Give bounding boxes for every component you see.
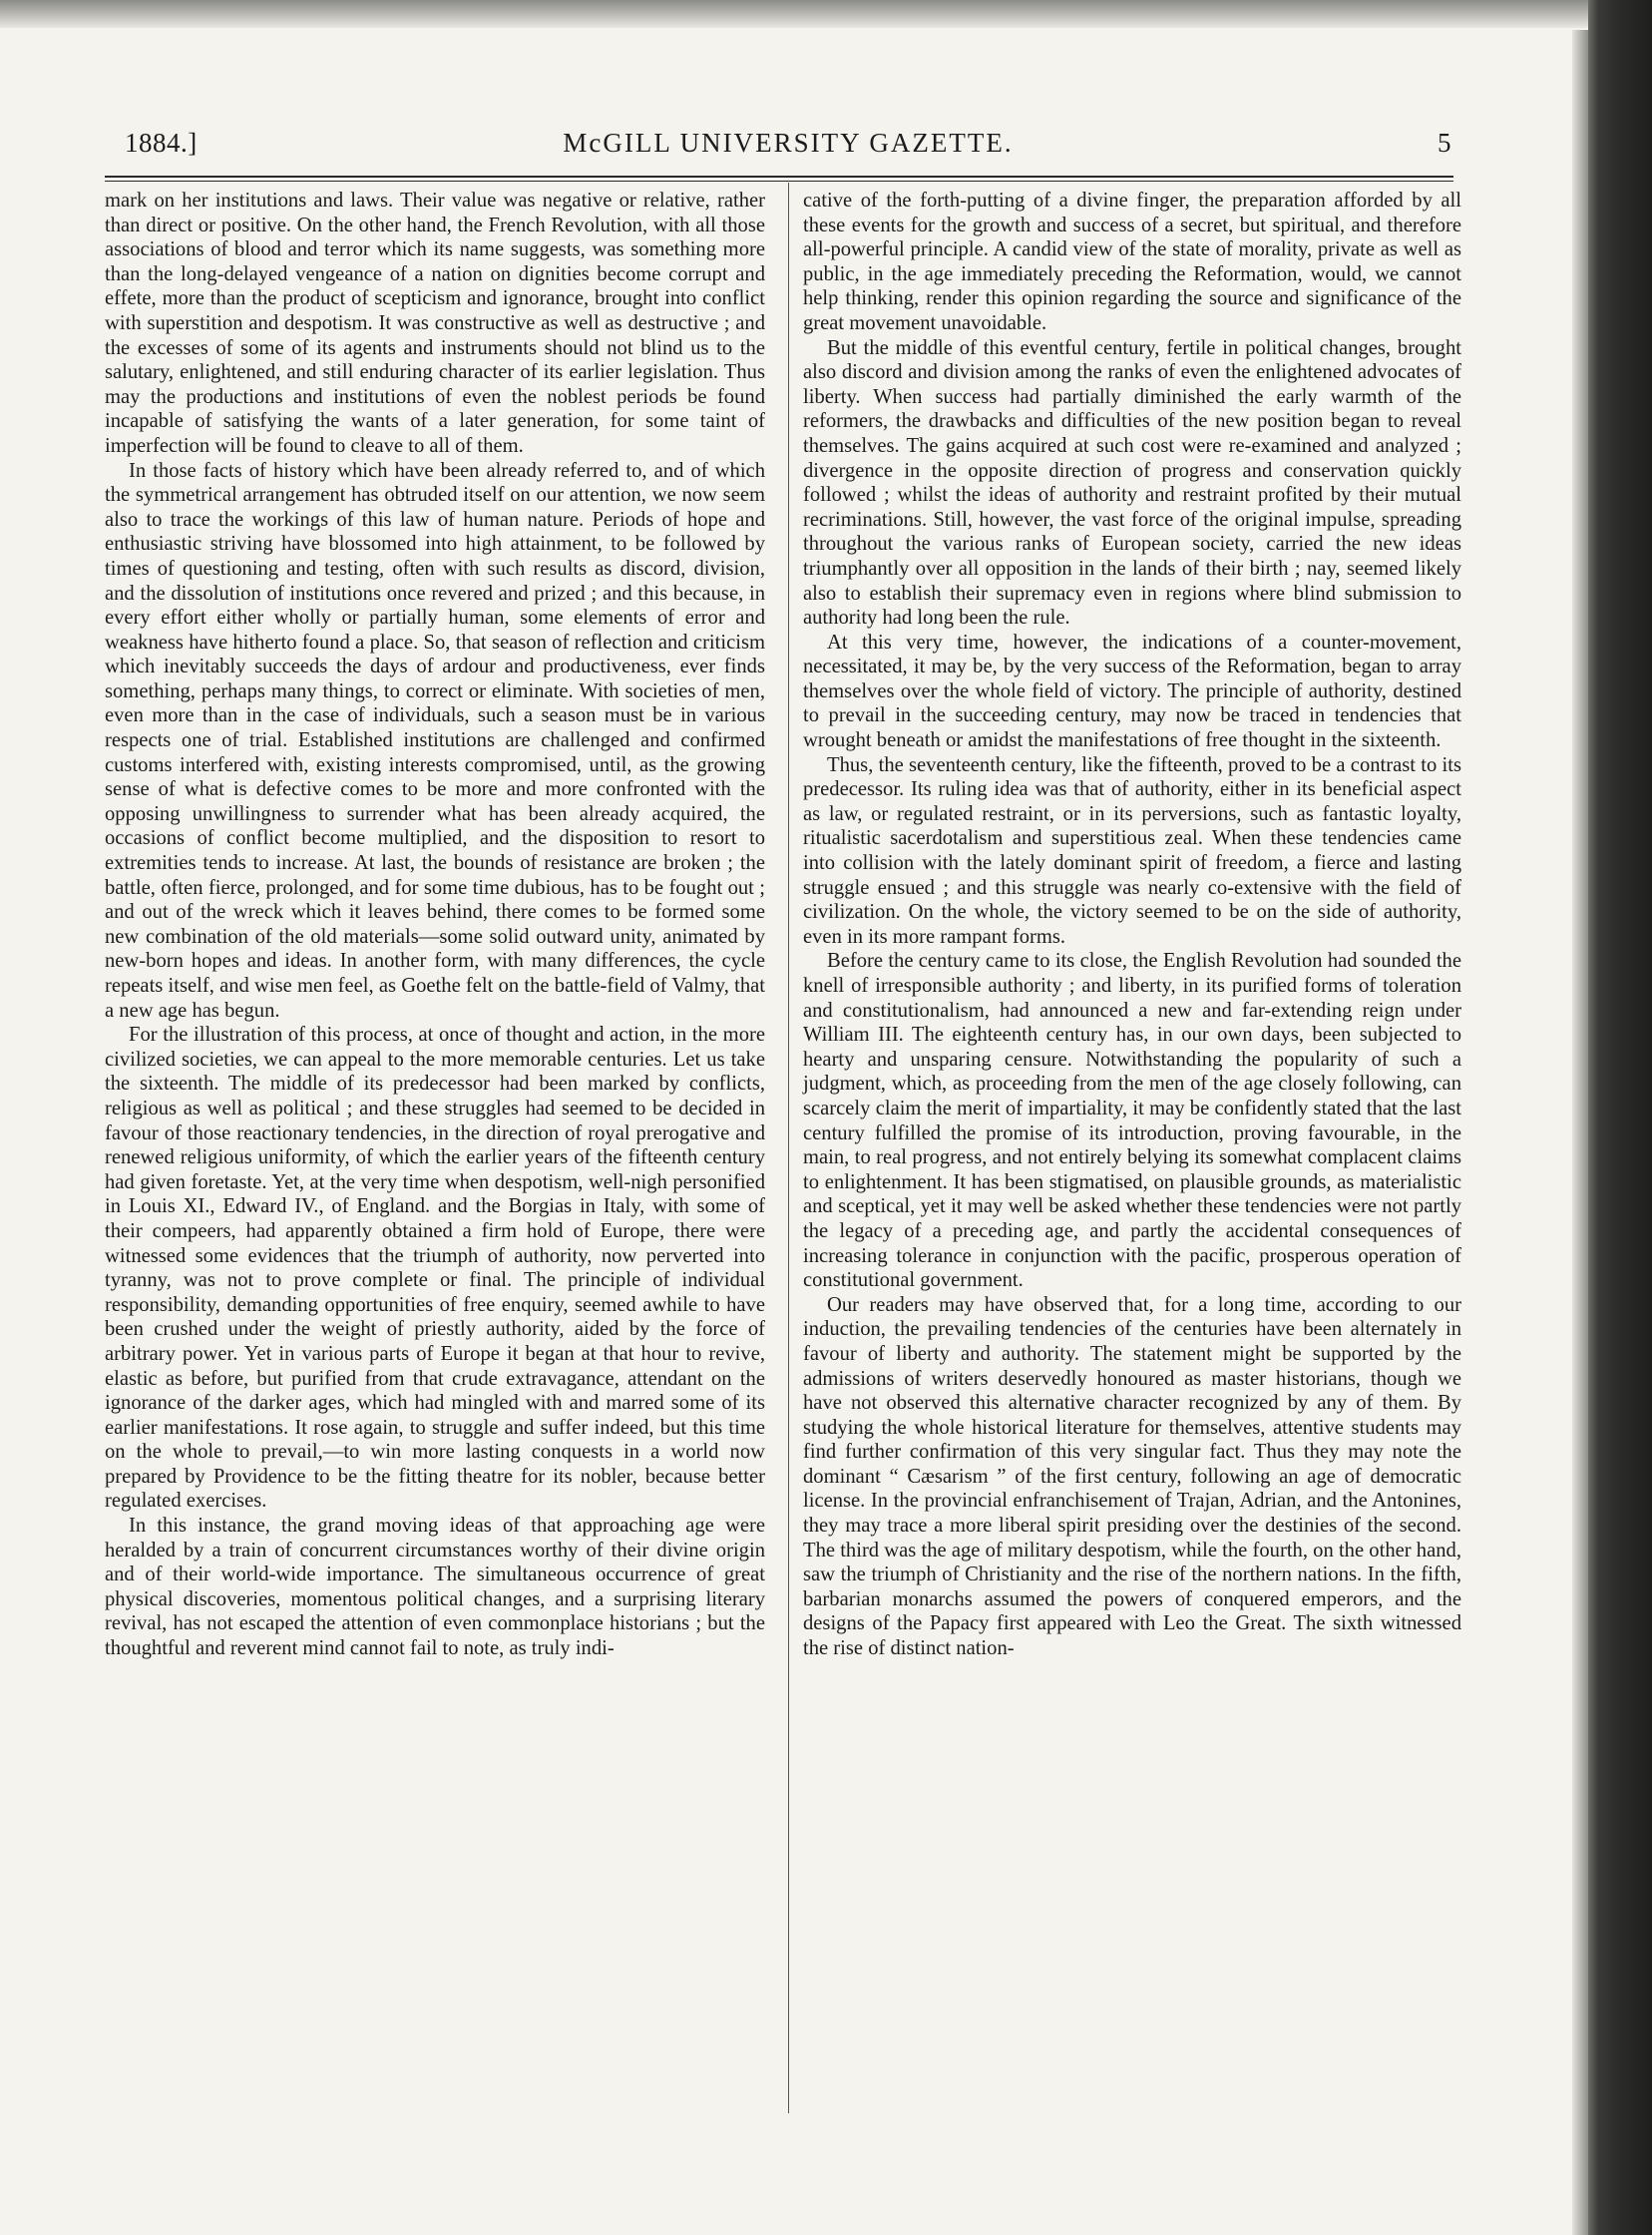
header-rule-thin: [105, 181, 1453, 182]
paragraph: But the middle of this eventful century, fertile in political changes, brought also discord and division among the ranks of even the enlightened advocates of liberty. When success had partially diminished the early warmth of the reformers, the drawbacks and difficulties of the new position began to reveal themselves. The gains acquired at such cost were re-examined and analyzed ; divergence in the opposite direction of progress and conservation quickly followed ; whilst the ideas of authority and restraint profited by their mutual recriminations. Still, however, the vast force of the original impulse, spreading throughout the various ranks of European society, carried the new ideas triumphantly over all opposition in the lands of their birth ; nay, seemed likely also to establish their supremacy even in regions where blind submission to authority had long been the rule.: [803, 336, 1461, 630]
header-year: 1884.]: [125, 128, 198, 158]
page-number: 5: [1438, 128, 1451, 158]
paragraph: mark on her institutions and laws. Their value was negative or relative, rather than direct or positive. On the other hand, the French Revolution, with all those associations of blood and terror which its name suggests, was something more than the long-delayed vengeance of a nation on dignities become corrupt and effete, more than the product of scepticism and ignorance, brought into conflict with superstition and despotism. It was constructive as well as destructive ; and the excesses of some of its agents and instruments should not blind us to the salutary, enlightened, and still enduring character of its earlier legislation. Thus may the productions and institutions of even the noblest periods be found incapable of satisfying the wants of a later generation, for some taint of imperfection will be found to cleave to all of them.: [105, 190, 765, 457]
paragraph: For the illustration of this process, at once of thought and action, in the more civilized societies, we can appeal to the more memorable centuries. Let us take the sixteenth. The middle of its predecessor had been marked by conflicts, religious as well as political ; and these struggles had seemed to be decided in favour of those reactionary tendencies, in the direction of royal prerogative and renewed religious uniformity, of which the earlier years of the fifteenth century had given foretaste. Yet, at the very time when despotism, well-nigh personified in Louis XI., Edward IV., of England. and the Borgias in Italy, with some of their compeers, had apparently obtained a firm hold of Europe, there were witnessed some evidences that the triumph of authority, now perverted into tyranny, was not to prove complete or final. The principle of individual responsibility, demanding opportunities of free enquiry, seemed awhile to have been crushed under the weight of priestly authority, aided by the force of arbitrary power. Yet in various parts of Europe it began at that hour to revive, elastic as before, but purified from that crude extravagance, attendant on the ignorance of the darker ages, which had mingled with and marred some of its earlier manifestations. It rose again, to struggle and suffer indeed, but this time on the whole to prevail,—to win more lasting conquests in a world now prepared by Providence to be the fitting theatre for its nobler, because better regulated exercises.: [105, 1024, 765, 1513]
column-divider: [788, 183, 789, 2113]
running-header: [125, 128, 1451, 164]
paragraph: In this instance, the grand moving ideas of that approaching age were heralded by a train of concurrent circumstances worthy of their divine origin and of their world-wide importance. The simultaneous occurrence of great physical discoveries, momentous political changes, and a surprising literary revival, has not escaped the attention of even commonplace historians ; but the thoughtful and reverent mind cannot fail to note, as truly indi-: [105, 1515, 765, 1660]
book-spine-edge: [1588, 0, 1652, 2235]
paragraph: In those facts of history which have been already referred to, and of which the symmetrical arrangement has obtruded itself on our attention, we now seem also to trace the workings of this law of human nature. Periods of hope and enthusiastic striving have blossomed into high attainment, to be followed by times of questioning and testing, often with such results as discord, division, and the dissolution of institutions once revered and prized ; and this because, in every effort either wholly or partially human, some elements of error and weakness have hitherto found a place. So, that season of reflection and criticism which inevitably succeeds the days of ardour and productiveness, ever finds something, perhaps many things, to correct or eliminate. With societies of men, even more than in the case of individuals, such a season must be in various respects one of trial. Established institutions are challenged and confirmed customs interfered with, existing interests compromised, until, as the growing sense of what is defective comes to be more and more confronted with the opposing unwillingness to surrender what has been already acquired, the occasions of conflict become multiplied, and the disposition to resort to extremities tends to increase. At last, the bounds of resistance are broken ; the battle, often fierce, prolonged, and for some time dubious, has to be fought out ; and out of the wreck which it leaves behind, there comes to be formed some new combination of the old materials—some solid outward unity, animated by new-born hopes and ideas. In another form, with many differences, the cycle repeats itself, and wise men feel, as Goethe felt on the battle-field of Valmy, that a new age has begun.: [105, 459, 765, 1022]
header-rule-thick: [105, 176, 1453, 178]
page-curl-edge: [1572, 30, 1588, 2235]
paragraph: Our readers may have observed that, for a long time, according to our induction, the prevailing tendencies of the centuries have been alternately in favour of liberty and authority. The statement might be supported by the admissions of writers deservedly honoured as master historians, though we have not observed this alternative character recognized by any of them. By studying the whole historical literature for themselves, attentive students may find further confirmation of this very singular fact. Thus they may note the dominant “ Cæsarism ” of the first century, following an age of democratic license. In the provincial enfranchisement of Trajan, Adrian, and the Antonines, they may trace a more liberal spirit presiding over the destinies of the second. The third was the age of military despotism, while the fourth, on the other hand, saw the triumph of Christianity and the rise of the northern nations. In the fifth, barbarian monarchs assumed the powers of conquered emperors, and the designs of the Papacy first appeared with Leo the Great. The sixth witnessed the rise of distinct nation-: [803, 1293, 1461, 1660]
left-column: [105, 189, 765, 1661]
paragraph: Thus, the seventeenth century, like the fifteenth, proved to be a contrast to its predecessor. Its ruling idea was that of authority, either in its beneficial aspect as law, or regulated restraint, or in its perversions, such as fantastic loyalty, ritualistic sacerdotalism and superstitious zeal. When these tendencies came into collision with the lately dominant spirit of freedom, a fierce and lasting struggle ensued ; and this struggle was nearly co-extensive with the field of civilization. On the whole, the victory seemed to be on the side of authority, even in its more rampant forms.: [803, 753, 1461, 948]
paragraph: At this very time, however, the indications of a counter-movement, necessitated, it may be, by the very success of the Reformation, began to array themselves over the whole field of victory. The principle of authority, destined to prevail in the succeeding century, may now be traced in tendencies that wrought beneath or amidst the manifestations of free thought in the sixteenth.: [803, 631, 1461, 752]
journal-title: McGILL UNIVERSITY GAZETTE.: [563, 128, 1014, 158]
right-column: [803, 189, 1461, 1661]
paragraph: Before the century came to its close, the English Revolution had sounded the knell of irresponsible authority ; and liberty, in its purified forms of toleration and constitutionalism, had announced a new and far-extending reign under William III. The eighteenth century has, in our own days, been subjected to hearty and unsparing censure. Notwithstanding the popularity of such a judgment, which, as proceeding from the men of the age closely following, can scarcely claim the merit of impartiality, it may be confidently stated that the last century fulfilled the promise of its introduction, proving favourable, in the main, to real progress, and not entirely belying its somewhat complacent claims to enlightenment. It has been stigmatised, on plausible grounds, as materialistic and sceptical, yet it may well be asked whether these tendencies were not partly the legacy of a preceding age, and partly the accidental consequences of increasing tolerance in conjunction with the pacific, prosperous operation of constitutional government.: [803, 950, 1461, 1292]
page-top-shadow: [0, 0, 1588, 28]
paragraph: cative of the forth-putting of a divine finger, the preparation afforded by all these events for the growth and success of a secret, but spiritual, and therefore all-powerful principle. A candid view of the state of morality, private as well as public, in the age immediately preceding the Reformation, would, we cannot help thinking, render this opinion regarding the source and significance of the great movement unavoidable.: [803, 190, 1461, 334]
